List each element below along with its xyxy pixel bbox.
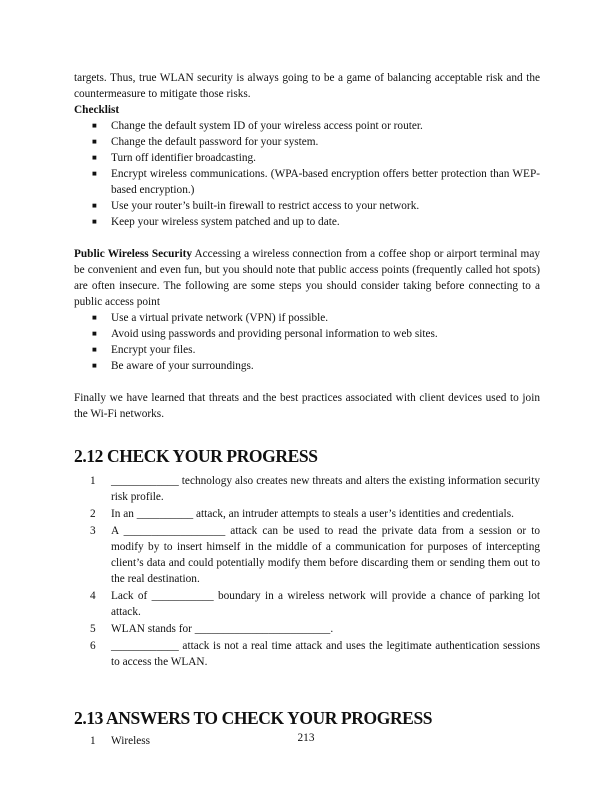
square-bullet-icon: ■ <box>92 329 97 338</box>
page-number: 213 <box>297 732 315 744</box>
list-item: ■ Use a virtual private network (VPN) if possible. <box>92 312 329 324</box>
square-bullet-icon: ■ <box>92 153 97 162</box>
list-item: ■ Use your router’s built-in firewall to restrict access to your network. <box>92 200 420 212</box>
page-body <box>74 70 540 750</box>
question-item: 2 In an __________ attack, an intruder attempts to steals a user’s identities and credentials. <box>90 508 514 520</box>
public-wireless-heading: Public Wireless Security <box>74 248 192 260</box>
list-item: ■ Change the default password for your system. <box>92 136 319 148</box>
section-heading-answers: 2.13 ANSWERS TO CHECK YOUR PROGRESS <box>74 708 433 728</box>
list-item: ■ Be aware of your surroundings. <box>92 360 254 372</box>
questions-list <box>74 473 540 670</box>
question-item: 3 A __________________ attack can be used to read the private data from a session or to modify by to insert himself in the middle of a communication for purposes of intercepting client’s data and could potentially modify them before discarding them or sending them out to the real destination. <box>90 525 540 585</box>
checklist <box>74 118 540 230</box>
intro-paragraph: targets. Thus, true WLAN security is always going to be a game of balancing acceptable risk and the countermeasure to mitigate those risks. <box>74 72 540 100</box>
list-item: ■ Keep your wireless system patched and up to date. <box>92 216 340 228</box>
question-item: 1 ____________ technology also creates new threats and alters the existing information security risk profile. <box>90 475 540 503</box>
list-item: ■ Encrypt your files. <box>92 344 196 356</box>
list-item: ■ Change the default system ID of your wireless access point or router. <box>92 120 423 132</box>
public-wireless-paragraph: Public Wireless Security Accessing a wireless connection from a coffee shop or airport terminal may be convenient and even fun, but you should note that public access points (frequently called hot spots) are often insecure. The following are some steps you should consider taking before connecting to a public access point <box>74 248 540 308</box>
list-item: ■ Encrypt wireless communications. (WPA-based encryption offers better protection than WEP-based encryption.) <box>92 168 540 196</box>
checklist-heading: Checklist <box>74 104 120 116</box>
question-item: 4 Lack of ___________ boundary in a wireless network will provide a chance of parking lot attack. <box>90 590 540 618</box>
square-bullet-icon: ■ <box>92 121 97 130</box>
public-steps-list <box>74 310 540 374</box>
square-bullet-icon: ■ <box>92 137 97 146</box>
closing-paragraph: Finally we have learned that threats and the best practices associated with client devices used to join the Wi-Fi networks. <box>74 392 540 420</box>
answer-item: 1 Wireless <box>90 735 151 747</box>
square-bullet-icon: ■ <box>92 217 97 226</box>
square-bullet-icon: ■ <box>92 345 97 354</box>
square-bullet-icon: ■ <box>92 361 97 370</box>
square-bullet-icon: ■ <box>92 201 97 210</box>
section-heading-check-progress: 2.12 CHECK YOUR PROGRESS <box>74 446 318 466</box>
question-item: 5 WLAN stands for ________________________. <box>90 623 334 635</box>
list-item: ■ Turn off identifier broadcasting. <box>92 152 256 164</box>
list-item: ■ Avoid using passwords and providing personal information to web sites. <box>92 328 438 340</box>
square-bullet-icon: ■ <box>92 169 97 178</box>
square-bullet-icon: ■ <box>92 313 97 322</box>
question-item: 6 ____________ attack is not a real time attack and uses the legitimate authentication sessions to access the WLAN. <box>90 640 540 668</box>
